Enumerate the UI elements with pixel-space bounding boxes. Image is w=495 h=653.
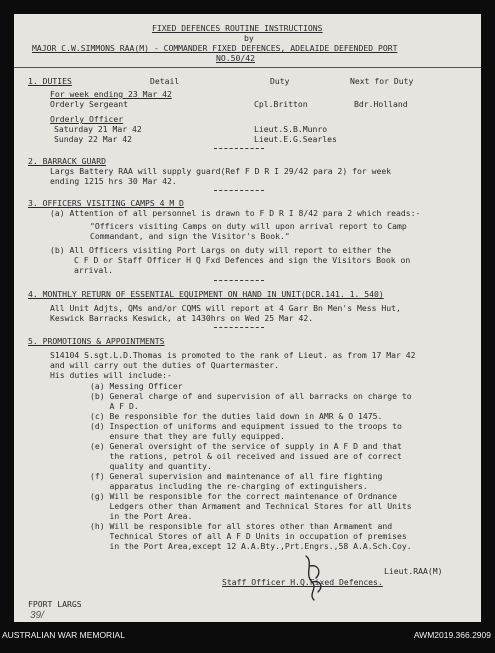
next-column-heading: Next for Duty [350,76,414,86]
quoted-text: Commandant, and sign the Visitor's Book." [90,231,290,241]
promotion-text: S14104 S.sgt.L.D.Thomas is promoted to the rank of Lieut. as from 17 Mar 42 [50,350,416,360]
sunday-row: Sunday 22 Mar 42 [54,134,132,144]
officers-visiting-text: (b) All Officers visiting Port Largs on duty will report to either the [50,245,392,255]
header-rule [14,67,481,68]
quoted-text: "Officers visiting Camps on duty will upon arrival report to Camp [90,221,407,231]
archive-reference: AWM2019.366.2909 [413,630,491,640]
detail-column-heading: Detail [150,76,180,86]
officers-visiting-text: C F D or Staff Officer H Q Fxd Defences and sign the Visitors Book on [74,255,411,265]
orderly-sergeant-next: Bdr.Holland [354,99,408,109]
duty-item: A F D. [90,401,139,411]
duty-item: Technical Stores of all A F D Units in occupation of premises [90,531,407,541]
duty-column-heading: Duty [270,76,290,86]
section-duties-heading: 1. DUTIES [28,76,72,86]
duty-item: (d) Inspection of uniforms and equipment issued to the troops to [90,421,402,431]
duty-item: quality and quantity. [90,461,212,471]
document-page [14,14,481,622]
section-monthly-return-heading: 4. MONTHLY RETURN OF ESSENTIAL EQUIPMENT ON HAND IN UNIT(DCR.141. 1. 540) [28,289,384,299]
issuer-line: MAJOR C.W.SIMMONS RAA(M) - COMMANDER FIXED DEFENCES, ADELAIDE DEFENDED PORT [32,43,398,53]
duty-item: (c) Be responsible for the duties laid down in AMR & O 1475. [90,411,383,421]
duty-item: (a) Messing Officer [90,381,183,391]
orderly-officer-label: Orderly Officer [50,114,124,124]
orderly-sergeant-label: Orderly Sergeant [50,99,128,109]
sunday-duty: Lieut.E.G.Searles [254,134,337,144]
instruction-number: NO.50/42 [216,53,255,63]
duty-item: Ledgers other than Armament and Technical Stores for all Units [90,501,412,511]
signatory-title: Staff Officer H.Q.Fixed Defences. [222,577,383,587]
duty-item: the rations, petrol & oil received and issued are of correct [90,451,402,461]
divider [214,280,264,281]
duty-item: in the Port Area,except 12 A.A.Bty.,Prt.Engrs.,58 A.A.Sch.Coy. [90,541,412,551]
barrack-guard-text: Largs Battery RAA will supply guard(Ref F D R I 29/42 para 2) for week [50,166,392,176]
duty-item: (e) General oversight of the service of supply in A F D and that [90,441,402,451]
promotion-text: and will carry out the duties of Quartermaster. [50,360,280,370]
officers-visiting-text: arrival. [74,265,113,275]
section-promotions-heading: 5. PROMOTIONS & APPOINTMENTS [28,336,165,346]
officers-visiting-text: (a) Attention of all personnel is drawn to F D R I 8/42 para 2 which reads:- [50,208,421,218]
duty-item: (b) General charge of and supervision of all barracks on charge to [90,391,412,401]
handwritten-stamp: 39/ [30,610,44,621]
duty-item: (h) Will be responsible for all stores other than Armament and [90,521,393,531]
duty-item: apparatus including the re-charging of extinguishers. [90,481,368,491]
divider [214,327,264,328]
duty-item: in the Port Area. [90,511,193,521]
document-title: FIXED DEFENCES ROUTINE INSTRUCTIONS [152,23,323,33]
archive-footer [0,626,495,646]
orderly-sergeant-duty: Cpl.Britton [254,99,308,109]
duty-item: (g) Will be responsible for the correct maintenance of Ordnance [90,491,397,501]
signatory-rank: Lieut.RAA(M) [384,566,443,576]
saturday-duty: Lieut.S.B.Munro [254,124,328,134]
monthly-return-text: All Unit Adjts, QMs and/or CQMS will report at 4 Garr Bn Men's Mess Hut, [50,303,401,313]
by-line: by [244,33,254,43]
divider [214,148,264,149]
week-ending: For week ending 23 Mar 42 [50,89,172,99]
monthly-return-text: Keswick Barracks Keswick, at 1430hrs on Wed 25 Mar 42. [50,313,314,323]
section-officers-visiting-heading: 3. OFFICERS VISITING CAMPS 4 M D [28,198,184,208]
divider [214,190,264,191]
barrack-guard-text: ending 1215 hrs 30 Mar 42. [50,176,177,186]
duty-item: (f) General supervision and maintenance of all fire fighting [90,471,383,481]
saturday-row: Saturday 21 Mar 42 [54,124,142,134]
archive-name: AUSTRALIAN WAR MEMORIAL [2,630,125,640]
section-barrack-guard-heading: 2. BARRACK GUARD [28,156,106,166]
duty-item: ensure that they are fully equipped. [90,431,285,441]
promotion-text: His duties will include:- [50,370,172,380]
location-line: FPORT LARGS [28,599,82,609]
